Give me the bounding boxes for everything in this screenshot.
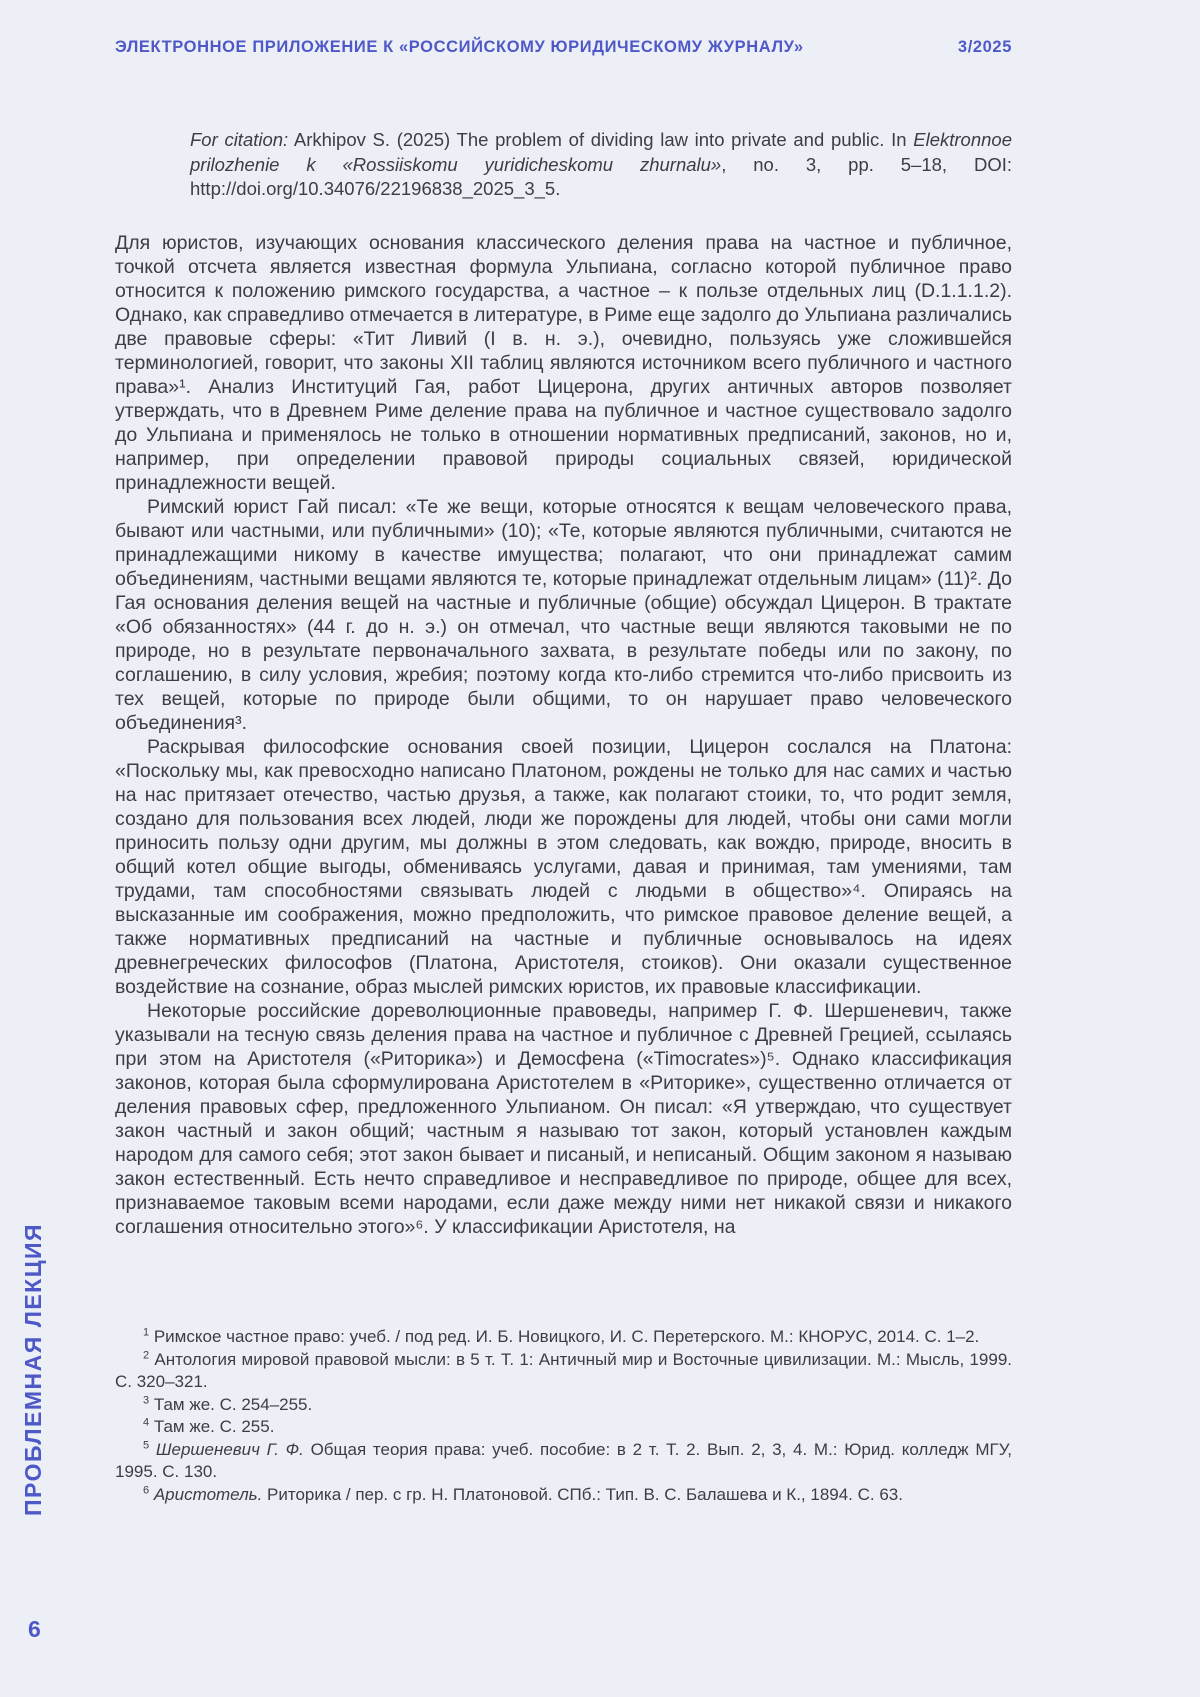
footnote-marker: 4 [143, 1416, 150, 1429]
footnote-text: Там же. С. 255. [149, 1417, 275, 1436]
body-paragraph-3: Раскрывая философские основания своей позиции, Цицерон сослался на Платона: «Поскольку мы, как превосходно написано Платоном, рождены не только для нас самих и частью на нас притязает отечество, частью друзья, а также, как полагают стоики, то, что родит земля, создано для пользования всех людей, люди же порождены для людей, чтобы они сами могли приносить пользу одни другим, мы должны в этом следовать, как вождю, природе, вносить в общий котел общие выгоды, обмениваясь услугами, давая и принимая, там умениями, там трудами, там способностями связывать людей с людьми в общество»⁴. Опираясь на высказанные им соображения, можно предположить, что римское правовое деление вещей, а также нормативных предписаний на частные и публичные основывалось на идеях древнегреческих философов (Платона, Аристотеля, стоиков). Они оказали существенное воздействие на сознание, образ мыслей римских юристов, их правовые классификации. [115, 736, 1012, 998]
citation-text-2: , no. 3, pp. 5–18, DOI: http://doi.org/10.34076/22196838_2025_3_5. [190, 153, 1012, 199]
footnote-5 [115, 1439, 1012, 1484]
footnote-3 [115, 1394, 1012, 1417]
footnote-text: Римское частное право: учеб. / под ред. И. Б. Новицкого, И. С. Перетерского. М.: КНОРУС, 2014. С. 1–2. [149, 1327, 980, 1346]
issue-number: 3/2025 [957, 38, 1012, 56]
footnote-marker: 5 [143, 1438, 150, 1451]
footnote-1 [115, 1326, 1012, 1349]
footnote-6 [115, 1484, 1012, 1507]
footnote-author: Аристотель. [149, 1484, 263, 1504]
footnote-marker: 2 [143, 1348, 150, 1361]
page-number: 6 [28, 1616, 41, 1642]
journal-title: ЭЛЕКТРОННОЕ ПРИЛОЖЕНИЕ К «РОССИЙСКОМУ ЮРИДИЧЕСКОМУ ЖУРНАЛУ» [115, 38, 804, 56]
section-label-vertical: ПРОБЛЕМНАЯ ЛЕКЦИЯ [20, 1222, 46, 1516]
body-paragraph-1: Для юристов, изучающих основания классического деления права на частное и публичное, точкой отсчета является известная формула Ульпиана, согласно которой публичное право относится к положению римского государства, а частное – к пользе отдельных лиц (D.1.1.1.2). Однако, как справедливо отмечается в литературе, в Риме еще задолго до Ульпиана различались две правовые сферы: «Тит Ливий (I в. н. э.), очевидно, пользуясь уже сложившейся терминологией, говорит, что законы XII таблиц являются источником всего публичного и частного права»¹. Анализ Институций Гая, работ Цицерона, других античных авторов позволяет утверждать, что в Древнем Риме деление права на публичное и частное существовало задолго до Ульпиана и применялось не только в отношении нормативных предписаний, законов, но и, например, при определении правовой природы социальных связей, юридической принадлежности вещей. [115, 232, 1012, 494]
article-body [115, 231, 1012, 1239]
page-header [115, 38, 1012, 57]
footnote-2 [115, 1349, 1012, 1394]
footnote-marker: 1 [143, 1326, 150, 1339]
footnote-text: Риторика / пер. с гр. Н. Платоновой. СПб.: Тип. В. С. Балашева и К., 1894. С. 63. [262, 1484, 903, 1504]
body-paragraph-2: Римский юрист Гай писал: «Те же вещи, которые относятся к вещам человеческого права, бывают или частными, или публичными» (10); «Те, которые являются публичными, считаются не принадлежащими никому в качестве имущества; полагают, что они принадлежат самим объединениям, частными вещами являются те, которые принадлежат отдельным лицам» (11)². До Гая основания деления вещей на частные и публичные (общие) обсуждал Цицерон. В трактате «Об обязанностях» (44 г. до н. э.) он отмечал, что частные вещи являются таковыми не по природе, но в результате первоначального захвата, в результате победы или по закону, по соглашению, в силу условия, жребия; поэтому когда кто-либо стремится что-либо присвоить из тех вещей, которые по природе были общими, то он нарушает право человеческого объединения³. [115, 496, 1012, 734]
footnotes-block [115, 1326, 1012, 1506]
footnote-author: Шершеневич Г. Ф. [149, 1439, 304, 1459]
footnote-marker: 6 [143, 1483, 150, 1496]
citation-label: For citation: [190, 129, 289, 150]
footnote-4 [115, 1416, 1012, 1439]
citation-block [190, 128, 1012, 202]
footnote-text: Антология мировой правовой мысли: в 5 т. Т. 1: Античный мир и Восточные цивилизации. М.: Мысль, 1999. С. 320–321. [115, 1349, 1012, 1391]
citation-source-title: Elektronnoe prilozhenie k «Rossiiskomu yuridicheskomu zhurnalu» [190, 129, 1012, 175]
footnote-marker: 3 [143, 1393, 150, 1406]
footnote-text: Общая теория права: учеб. пособие: в 2 т. Т. 2. Вып. 2, 3, 4. М.: Юрид. колледж МГУ, 1995. С. 130. [115, 1439, 1012, 1481]
citation-text-1: Arkhipov S. (2025) The problem of dividing law into private and public. In [288, 129, 914, 150]
body-paragraph-4: Некоторые российские дореволюционные правоведы, например Г. Ф. Шершеневич, также указывали на тесную связь деления права на частное и публичное с Древней Грецией, ссылаясь при этом на Аристотеля («Риторика») и Демосфена («Timocrates»)⁵. Однако классификация законов, которая была сформулирована Аристотелем в «Риторике», существенно отличается от деления правовых сфер, предложенного Ульпианом. Он писал: «Я утверждаю, что существует закон частный и закон общий; частным я называю тот закон, который установлен каждым народом для самого себя; этот закон бывает и писаный, и неписаный. Общим законом я называю закон естественный. Есть нечто справедливое и несправедливое по природе, общее для всех, признаваемое таковым всеми народами, если даже между ними нет никакой связи и никакого соглашения относительно этого»⁶. У классификации Аристотеля, на [115, 1000, 1012, 1238]
footnote-text: Там же. С. 254–255. [149, 1394, 313, 1414]
